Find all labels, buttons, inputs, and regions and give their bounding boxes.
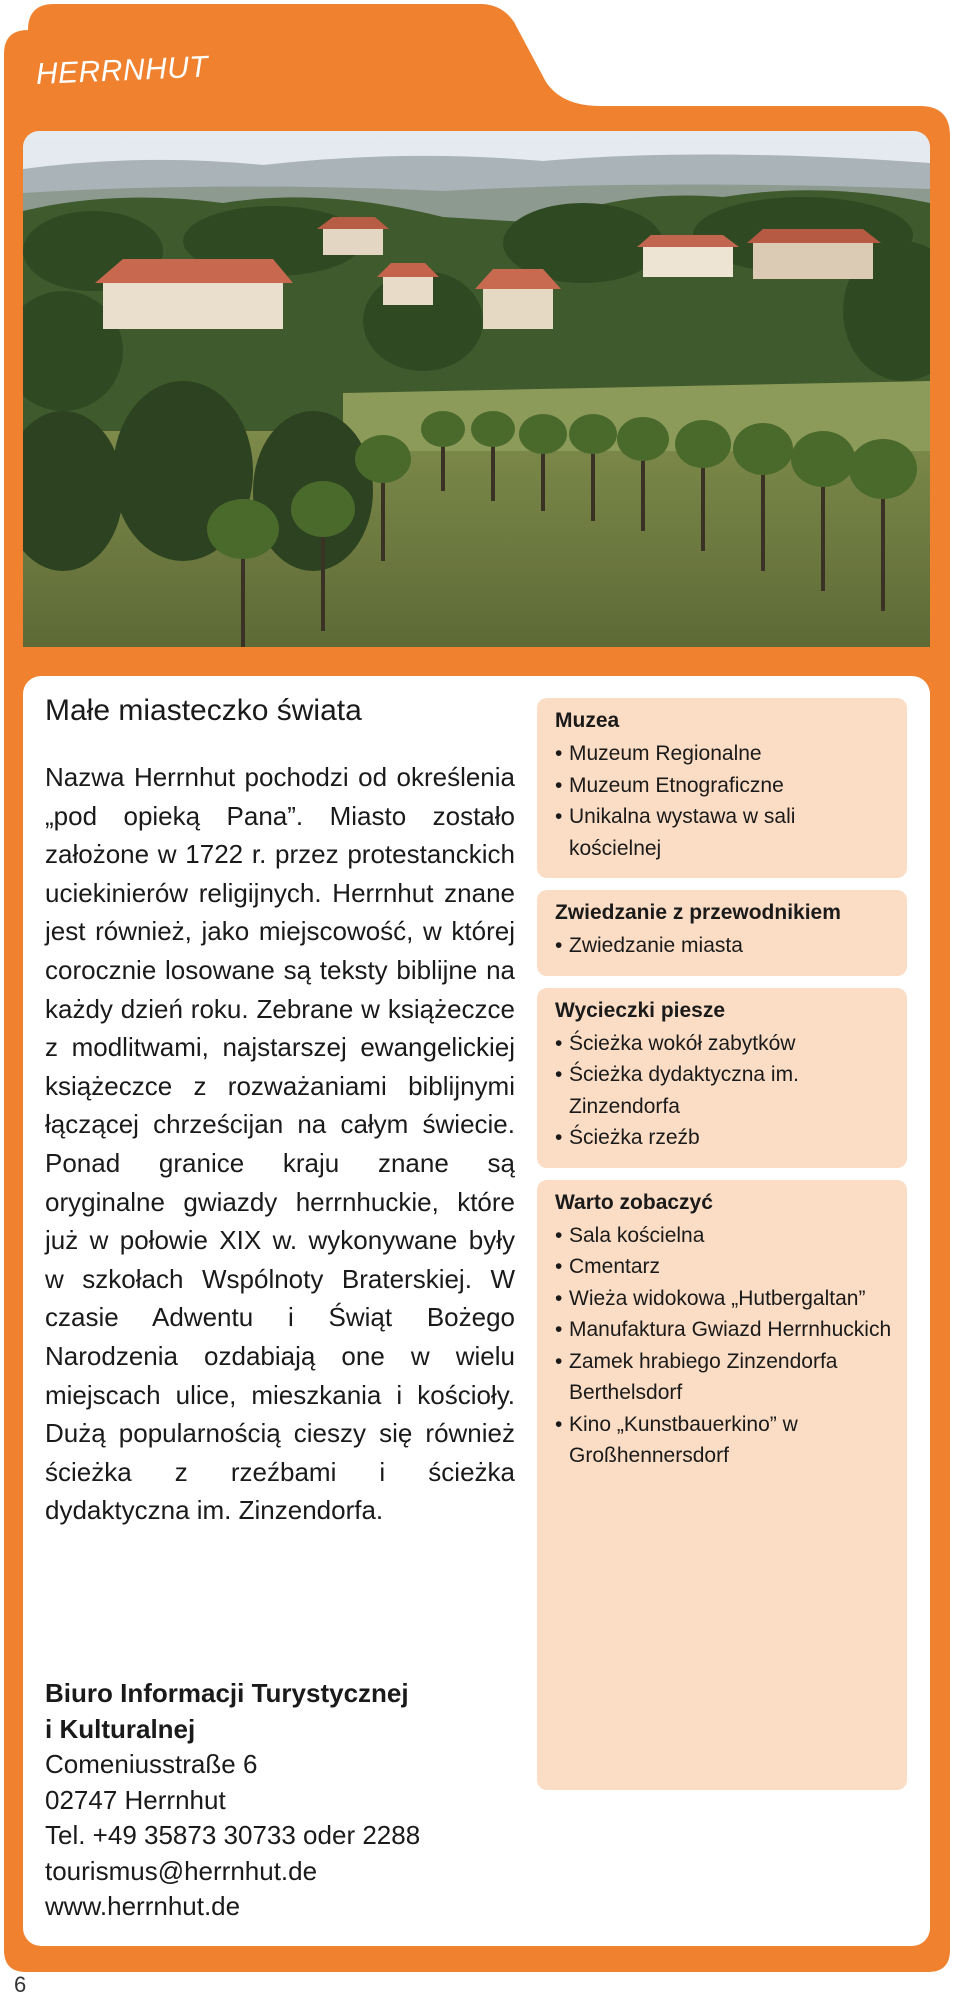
content-card bbox=[23, 676, 930, 1946]
info-sidebar bbox=[537, 698, 907, 1802]
city-address: 02747 Herrnhut bbox=[45, 1784, 226, 1815]
sights-box bbox=[537, 1180, 907, 1790]
article-title: Małe miasteczko świata bbox=[45, 694, 362, 727]
list-item: • Wieża widokowa „Hutbergaltan” bbox=[555, 1283, 893, 1315]
museums-heading: Muzea bbox=[555, 709, 620, 732]
sights-heading: Warto zobaczyć bbox=[555, 1190, 713, 1214]
office-name-line1: Biuro Informacji Turystycznej bbox=[45, 1678, 409, 1708]
list-item: • Ścieżka rzeźb bbox=[555, 1122, 893, 1154]
walks-box bbox=[537, 988, 907, 1168]
page-number: 6 bbox=[14, 1972, 27, 1997]
street-address: Comeniusstraße 6 bbox=[45, 1749, 258, 1779]
list-item: • Manufaktura Gwiazd Herrnhuckich bbox=[555, 1314, 893, 1346]
list-item: • Ścieżka dydaktyczna im. Zinzendorfa bbox=[555, 1059, 893, 1122]
guided-tours-box bbox=[537, 890, 907, 976]
list-item: • Muzeum Etnograficzne bbox=[555, 770, 893, 802]
list-item: • Sala kościelna bbox=[555, 1220, 893, 1252]
phone-number: Tel. +49 35873 30733 oder 2288 bbox=[45, 1820, 421, 1850]
walks-heading: Wycieczki piesze bbox=[555, 998, 726, 1022]
website-link[interactable]: www.herrnhut.de bbox=[45, 1891, 241, 1921]
list-item: • Cmentarz bbox=[555, 1251, 893, 1283]
office-name-line2: i Kulturalnej bbox=[45, 1713, 196, 1744]
guided-tours-heading: Zwiedzanie z przewodnikiem bbox=[555, 901, 841, 924]
list-item: • Muzeum Regionalne bbox=[555, 738, 893, 770]
email-link[interactable]: tourismus@herrnhut.de bbox=[45, 1855, 318, 1886]
list-item: • Ścieżka wokół zabytków bbox=[555, 1028, 893, 1060]
list-item: • Kino „Kunstbauerkino” w Großhennersdorf bbox=[555, 1409, 893, 1472]
list-item: • Unikalna wystawa w sali kościelnej bbox=[555, 801, 893, 864]
list-item: • Zwiedzanie miasta bbox=[555, 930, 893, 962]
list-item: • Zamek hrabiego Zinzendorfa Berthelsdorf bbox=[555, 1346, 893, 1409]
contact-block bbox=[45, 1676, 515, 1925]
town-photo bbox=[23, 131, 930, 647]
page-title: HERRNHUT bbox=[35, 50, 209, 91]
museums-box bbox=[537, 698, 907, 878]
article-body: Nazwa Herrnhut pochodzi od określenia „pod opieką Pana”. Miasto zostało założone w 1722 r. przez protestanckich uciekinierów religijnych. Herrnhut znane jest również, jako miejscowość, w której corocznie losowane są teksty biblijne na każdy dzień roku. Zebrane w książeczce z modlitwami, najstarszej ewangelickiej książeczce z rozważaniami biblijnymi łączącej chrześcijan na całym świecie. Ponad granice kraju znane są oryginalne gwiazdy herrnhuckie, które już w połowie XIX w. wykonywane były w szkołach Wspólnoty Braterskiej. W czasie Adwentu i Świąt Bożego Narodzenia ozdabiają one w wielu miejscach ulice, mieszkania i kościoły. Dużą popularnością cieszy się również ścieżka z rzeźbami i ścieżka dydaktyczna im. Zinzendorfa. bbox=[45, 762, 515, 1526]
